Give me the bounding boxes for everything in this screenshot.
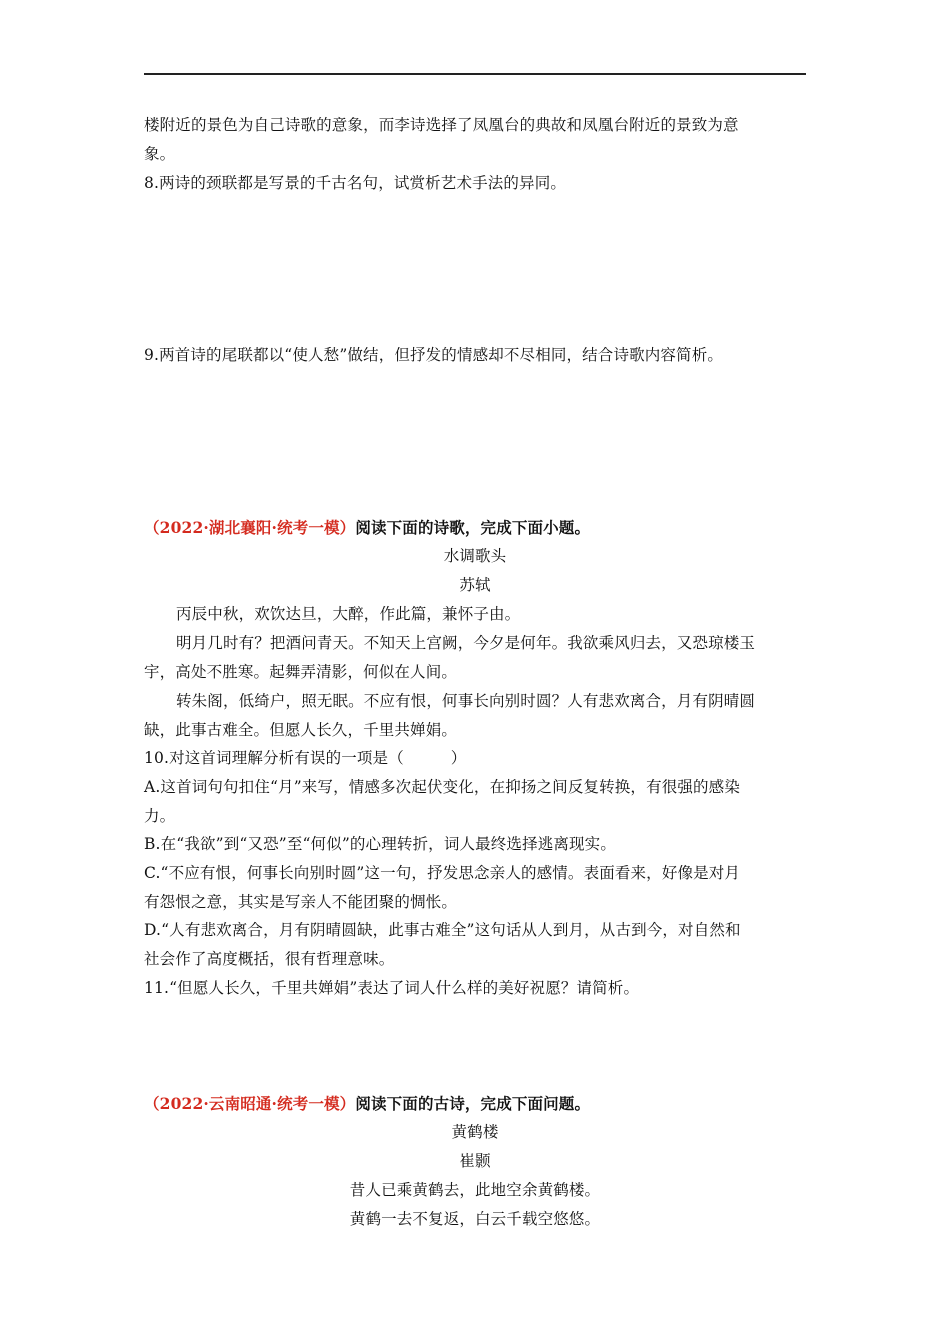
continuation-line-1: 楼附近的景色为自己诗歌的意象，而李诗选择了凤凰台的典故和凤凰台附近的景致为意 xyxy=(144,116,739,134)
question-10-option-d-line1: D.“人有悲欢离合，月有阴晴圆缺，此事古难全”这句话从人到月，从古到今，对自然和 xyxy=(144,921,741,939)
question-10-option-a-line1: A.这首词句句扣住“月”来写，情感多次起伏变化，在抑扬之间反复转换，有很强的感染 xyxy=(144,778,740,796)
poem2-author: 崔颢 xyxy=(459,1152,491,1170)
continuation-line-2: 象。 xyxy=(144,145,176,163)
question-9: 9.两首诗的尾联都以“使人愁”做结，但抒发的情感却不尽相同，结合诗歌内容简析。 xyxy=(144,346,723,364)
question-10-option-c-line2: 有怨恨之意，其实是写亲人不能团聚的惆怅。 xyxy=(144,893,458,911)
section1-heading xyxy=(144,513,806,543)
poem1-author: 苏轼 xyxy=(459,576,491,594)
section2-heading xyxy=(144,1089,806,1119)
question-8: 8.两诗的颈联都是写景的千古名句，试赏析艺术手法的异同。 xyxy=(144,174,566,192)
question-10-option-b: B.在“我欲”到“又恐”至“何似”的心理转折，词人最终选择逃离现实。 xyxy=(144,835,616,853)
question-10-option-c-line1: C.“不应有恨，何事长向别时圆”这一句，抒发思念亲人的感情。表面看来，好像是对月 xyxy=(144,864,741,882)
poem2-line-2: 黄鹤一去不复返，白云千载空悠悠。 xyxy=(349,1210,601,1228)
poem1-preface: 丙辰中秋，欢饮达旦，大醉，作此篇，兼怀子由。 xyxy=(176,605,521,623)
poem1-stanza1-line1: 明月几时有？把酒问青天。不知天上宫阙，今夕是何年。我欲乘风归去，又恐琼楼玉 xyxy=(176,634,756,652)
question-10-option-a-line2: 力。 xyxy=(144,807,176,825)
poem1-stanza2-line1: 转朱阁，低绮户，照无眠。不应有恨，何事长向别时圆？人有悲欢离合，月有阴晴圆 xyxy=(176,692,756,710)
question-10-stem: 10.对这首词理解分析有误的一项是（ ） xyxy=(144,749,467,767)
poem2-title: 黄鹤楼 xyxy=(451,1123,499,1141)
question-11: 11.“但愿人长久，千里共婵娟”表达了词人什么样的美好祝愿？请简析。 xyxy=(144,979,640,997)
section2-intro: 阅读下面的古诗，完成下面问题。 xyxy=(355,1094,591,1113)
section1-intro: 阅读下面的诗歌，完成下面小题。 xyxy=(355,518,591,537)
header-rule xyxy=(144,73,806,75)
poem1-stanza2-line2: 缺，此事古难全。但愿人长久，千里共婵娟。 xyxy=(144,721,458,739)
poem1-title: 水调歌头 xyxy=(443,547,507,565)
section2-source: （2022·云南昭通·统考一模） xyxy=(144,1094,356,1113)
section1-source: （2022·湖北襄阳·统考一模） xyxy=(144,518,356,537)
poem2-line-1: 昔人已乘黄鹤去，此地空余黄鹤楼。 xyxy=(349,1181,601,1199)
question-10-option-d-line2: 社会作了高度概括，很有哲理意味。 xyxy=(144,950,395,968)
poem1-stanza1-line2: 宇，高处不胜寒。起舞弄清影，何似在人间。 xyxy=(144,663,458,681)
